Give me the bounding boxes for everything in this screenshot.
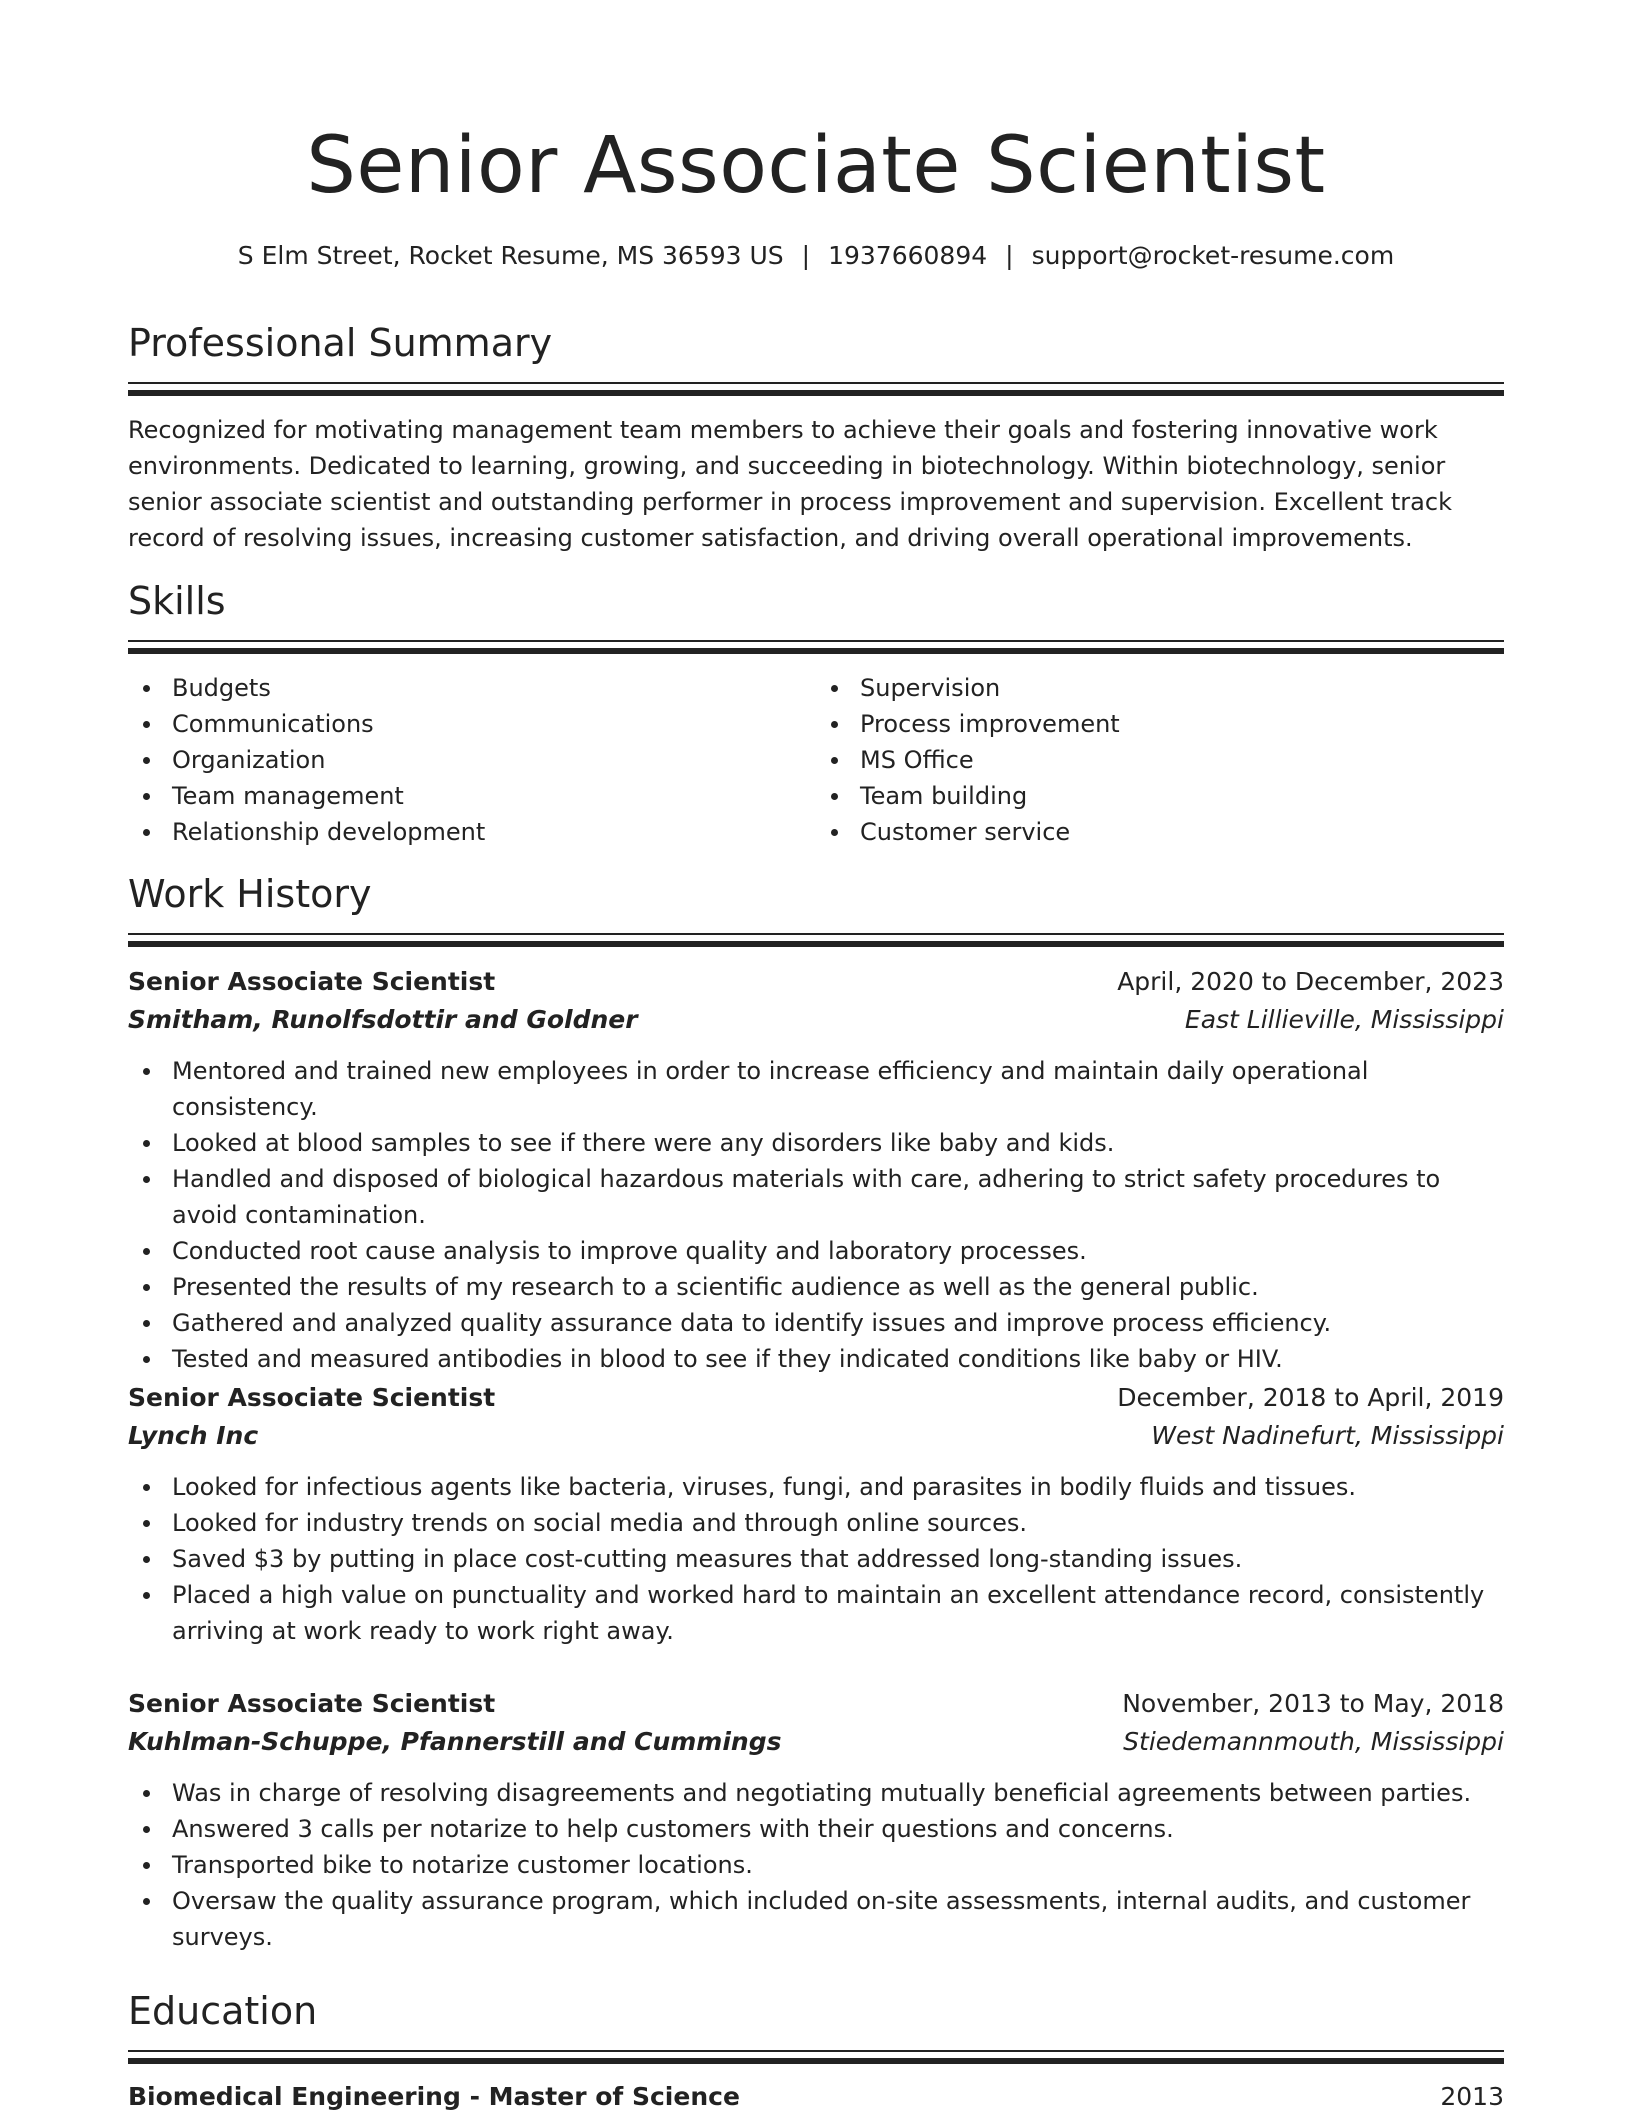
- section-title: Work History: [128, 872, 372, 916]
- skill-item: Communications: [128, 706, 816, 742]
- job-bullet: Tested and measured antibodies in blood to see if they indicated conditions like baby or HIV.: [128, 1341, 1504, 1377]
- job-title: Senior Associate Scientist: [128, 1383, 496, 1412]
- work-history-section: [128, 869, 1504, 947]
- job-title: Senior Associate Scientist: [128, 967, 496, 996]
- summary-text: Recognized for motivating management team members to achieve their goals and fostering innovative work environments. Dedicated to learning, growing, and succeeding in biotechnology. Within biotechnology, senior senior associate scientist and outstanding performer in process improvement and supervision. Excellent track record of resolving issues, increasing customer satisfaction, and driving overall operational improvements.: [128, 416, 1452, 552]
- education-section: [128, 1986, 1504, 2116]
- skill-item: MS Office: [816, 742, 1504, 778]
- section-title: Professional Summary: [128, 321, 553, 365]
- job-entry: [128, 1379, 1504, 1649]
- job-location: Stiedemannmouth, Mississippi: [1123, 1727, 1504, 1756]
- skill-item: Customer service: [816, 814, 1504, 850]
- contact-line: [128, 238, 1504, 274]
- section-divider-thick: [128, 648, 1504, 654]
- job-location: East Lillieville, Mississippi: [1184, 1005, 1504, 1034]
- job-bullet: Gathered and analyzed quality assurance data to identify issues and improve process efficiency.: [128, 1305, 1504, 1341]
- contact-phone: 1937660894: [828, 241, 988, 270]
- job-bullet: Looked for industry trends on social media and through online sources.: [128, 1505, 1504, 1541]
- skill-item: Team management: [128, 778, 816, 814]
- job-bullets: [128, 1775, 1504, 1955]
- contact-address: S Elm Street, Rocket Resume, MS 36593 US: [237, 241, 784, 270]
- skill-item: Team building: [816, 778, 1504, 814]
- contact-separator: |: [1005, 241, 1014, 270]
- job-bullets: [128, 1053, 1504, 1377]
- job-entry: [128, 963, 1504, 1377]
- job-company: Smitham, Runolfsdottir and Goldner: [128, 1005, 638, 1034]
- skills-column-left: [128, 670, 816, 850]
- job-bullet: Looked at blood samples to see if there were any disorders like baby and kids.: [128, 1125, 1504, 1161]
- summary-section: [128, 318, 1504, 556]
- job-bullet: Handled and disposed of biological hazardous materials with care, adhering to strict safety procedures to avoid contamination.: [128, 1161, 1504, 1233]
- job-bullet: Presented the results of my research to a scientific audience as well as the general public.: [128, 1269, 1504, 1305]
- section-divider: [128, 382, 1504, 384]
- job-location: West Nadinefurt, Mississippi: [1151, 1421, 1504, 1450]
- job-bullet: Placed a high value on punctuality and worked hard to maintain an excellent attendance record, consistently arriving at work ready to work right away.: [128, 1577, 1504, 1649]
- job-bullet: Saved $3 by putting in place cost-cutting measures that addressed long-standing issues.: [128, 1541, 1504, 1577]
- skill-item: Budgets: [128, 670, 816, 706]
- skill-item: Process improvement: [816, 706, 1504, 742]
- job-company: Kuhlman-Schuppe, Pfannerstill and Cummings: [128, 1727, 782, 1756]
- skill-item: Relationship development: [128, 814, 816, 850]
- job-bullet: Mentored and trained new employees in order to increase efficiency and maintain daily operational consistency.: [128, 1053, 1504, 1125]
- job-bullet: Transported bike to notarize customer locations.: [128, 1847, 1504, 1883]
- skills-section: [128, 576, 1504, 850]
- skills-column-right: [816, 670, 1504, 850]
- candidate-name: Senior Associate Scientist: [306, 121, 1326, 211]
- job-bullet: Looked for infectious agents like bacteria, viruses, fungi, and parasites in bodily fluids and tissues.: [128, 1469, 1504, 1505]
- job-bullet: Oversaw the quality assurance program, which included on-site assessments, internal audits, and customer surveys.: [128, 1883, 1504, 1955]
- job-dates: November, 2013 to May, 2018: [1122, 1689, 1504, 1718]
- education-degree: Biomedical Engineering - Master of Science: [128, 2082, 740, 2111]
- section-divider-thick: [128, 2058, 1504, 2064]
- job-company: Lynch Inc: [128, 1421, 259, 1450]
- section-divider: [128, 933, 1504, 935]
- skills-columns: [128, 670, 1504, 850]
- job-entry: [128, 1685, 1504, 1955]
- contact-email: support@rocket-resume.com: [1031, 241, 1395, 270]
- job-title: Senior Associate Scientist: [128, 1689, 496, 1718]
- job-dates: April, 2020 to December, 2023: [1117, 967, 1504, 996]
- section-divider-thick: [128, 941, 1504, 947]
- education-entry: [128, 2078, 1504, 2116]
- education-year: 2013: [1440, 2082, 1504, 2111]
- skill-item: Supervision: [816, 670, 1504, 706]
- skill-item: Organization: [128, 742, 816, 778]
- job-bullet: Conducted root cause analysis to improve quality and laboratory processes.: [128, 1233, 1504, 1269]
- section-title: Skills: [128, 579, 226, 623]
- section-divider: [128, 640, 1504, 642]
- job-bullet: Answered 3 calls per notarize to help customers with their questions and concerns.: [128, 1811, 1504, 1847]
- section-divider: [128, 2050, 1504, 2052]
- section-divider-thick: [128, 390, 1504, 396]
- job-bullet: Was in charge of resolving disagreements and negotiating mutually beneficial agreements between parties.: [128, 1775, 1504, 1811]
- job-dates: December, 2018 to April, 2019: [1117, 1383, 1504, 1412]
- job-bullets: [128, 1469, 1504, 1649]
- contact-separator: |: [801, 241, 811, 270]
- section-title: Education: [128, 1989, 318, 2033]
